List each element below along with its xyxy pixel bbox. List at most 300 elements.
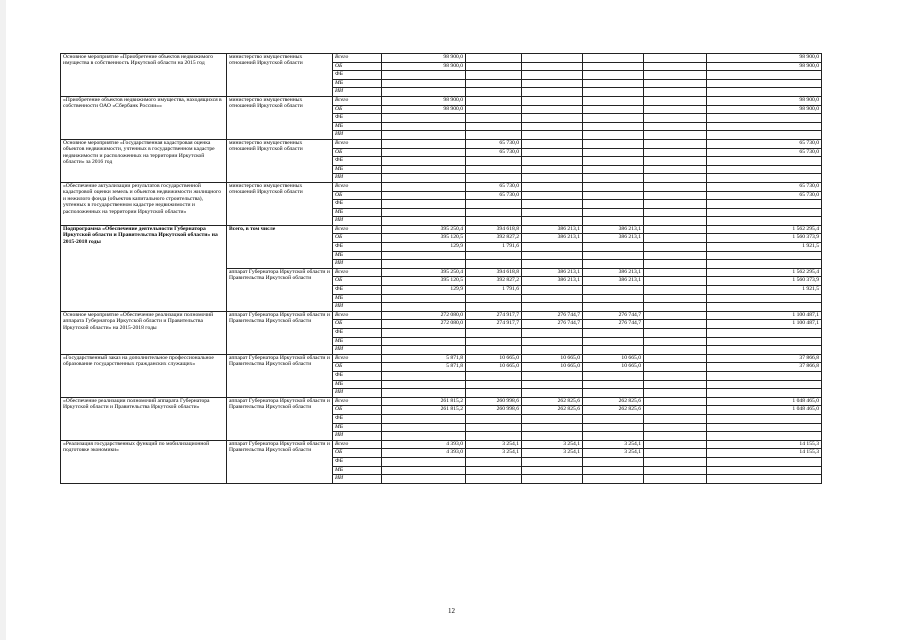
executor-cell: министерство имущественных отношений Иркутской области	[227, 182, 333, 225]
total-value-cell	[707, 466, 822, 475]
year-value-cell	[644, 122, 707, 131]
total-value-cell	[707, 208, 822, 217]
funding-source-cell: ОБ	[333, 277, 382, 286]
year-value-cell	[522, 114, 583, 123]
year-value-cell: 276 744,7	[583, 311, 644, 320]
year-value-cell: 261 815,2	[382, 397, 466, 406]
year-value-cell	[382, 148, 466, 157]
year-value-cell	[466, 79, 522, 88]
year-value-cell	[522, 139, 583, 148]
total-value-cell	[707, 414, 822, 423]
year-value-cell	[522, 174, 583, 183]
year-value-cell	[644, 303, 707, 312]
funding-source-cell: ИИ	[333, 131, 382, 140]
year-value-cell: 395 120,5	[382, 277, 466, 286]
funding-source-cell: Всего	[333, 354, 382, 363]
year-value-cell	[644, 251, 707, 260]
year-value-cell	[522, 337, 583, 346]
total-value-cell: 1 100 487,1	[707, 311, 822, 320]
year-value-cell: 98 900,0	[382, 96, 466, 105]
year-value-cell: 98 900,0	[382, 54, 466, 63]
total-value-cell: 1 921,5	[707, 286, 822, 295]
year-value-cell	[644, 389, 707, 398]
year-value-cell: 65 730,0	[466, 148, 522, 157]
year-value-cell	[382, 114, 466, 123]
year-value-cell: 274 917,7	[466, 320, 522, 329]
year-value-cell	[466, 71, 522, 80]
total-value-cell	[707, 200, 822, 209]
year-value-cell	[644, 139, 707, 148]
executor-cell: аппарат Губернатора Иркутской области и Правительства Иркутской области	[227, 397, 333, 440]
year-value-cell	[382, 79, 466, 88]
year-value-cell	[466, 423, 522, 432]
funding-source-cell: Всего	[333, 96, 382, 105]
funding-source-cell: ОБ	[333, 406, 382, 415]
executor-cell: министерство имущественных отношений Иркутской области	[227, 139, 333, 182]
activity-name-cell: «Государственный заказ на дополнительное профессиональное образование государственных гражданских служащих»	[61, 354, 227, 397]
funding-source-cell: ИИ	[333, 174, 382, 183]
year-value-cell: 4 393,0	[382, 440, 466, 449]
funding-source-cell: МБ	[333, 380, 382, 389]
page-number: 12	[448, 607, 455, 615]
total-value-cell: 65 730,0	[707, 148, 822, 157]
year-value-cell	[382, 423, 466, 432]
year-value-cell	[466, 432, 522, 441]
year-value-cell	[466, 303, 522, 312]
table-row	[61, 311, 822, 320]
year-value-cell: 3 254,1	[522, 440, 583, 449]
year-value-cell	[522, 131, 583, 140]
budget-table	[60, 53, 822, 484]
year-value-cell: 3 254,1	[466, 440, 522, 449]
year-value-cell	[382, 346, 466, 355]
year-value-cell: 10 665,0	[522, 354, 583, 363]
year-value-cell	[583, 432, 644, 441]
year-value-cell: 276 744,7	[583, 320, 644, 329]
funding-source-cell: ОБ	[333, 363, 382, 372]
year-value-cell	[466, 105, 522, 114]
year-value-cell	[644, 406, 707, 415]
year-value-cell	[522, 329, 583, 338]
year-value-cell	[583, 131, 644, 140]
year-value-cell	[466, 466, 522, 475]
year-value-cell	[644, 475, 707, 484]
year-value-cell	[644, 105, 707, 114]
year-value-cell: 98 900,0	[382, 62, 466, 71]
year-value-cell	[583, 200, 644, 209]
funding-source-cell: ИИ	[333, 389, 382, 398]
year-value-cell	[466, 96, 522, 105]
total-value-cell	[707, 260, 822, 269]
year-value-cell	[644, 329, 707, 338]
year-value-cell	[466, 294, 522, 303]
year-value-cell	[583, 96, 644, 105]
activity-name-cell: Основное мероприятие «Государственная кадастровая оценка объектов недвижимости, учтенных в государственном кадастре недвижимости и расположенных на территории Иркутской области» за 2016 год	[61, 139, 227, 182]
year-value-cell	[583, 260, 644, 269]
year-value-cell: 10 665,0	[466, 363, 522, 372]
year-value-cell	[382, 389, 466, 398]
year-value-cell: 3 254,1	[583, 449, 644, 458]
year-value-cell	[522, 182, 583, 191]
year-value-cell	[583, 380, 644, 389]
year-value-cell	[466, 165, 522, 174]
year-value-cell: 3 254,1	[522, 449, 583, 458]
year-value-cell	[522, 165, 583, 174]
year-value-cell	[382, 182, 466, 191]
year-value-cell: 98 900,0	[382, 105, 466, 114]
total-value-cell: 37 866,8	[707, 363, 822, 372]
year-value-cell	[466, 414, 522, 423]
activity-name-cell: «Обеспечение актуализации результатов государственной кадастровой оценки земель и объектов недвижимости жилищного и нежилого фонда (объектов капитального строительства), учтенных в государственном кадастре недвижимости и расположенных на территории Иркутской области»	[61, 182, 227, 225]
year-value-cell	[382, 466, 466, 475]
year-value-cell	[583, 174, 644, 183]
year-value-cell: 260 998,6	[466, 397, 522, 406]
total-value-cell	[707, 294, 822, 303]
year-value-cell	[382, 337, 466, 346]
year-value-cell	[644, 191, 707, 200]
year-value-cell	[382, 294, 466, 303]
funding-source-cell: ФБ	[333, 157, 382, 166]
year-value-cell	[522, 191, 583, 200]
total-value-cell: 1 560 373,9	[707, 234, 822, 243]
funding-source-cell: ФБ	[333, 286, 382, 295]
year-value-cell	[583, 105, 644, 114]
year-value-cell	[583, 217, 644, 226]
year-value-cell: 394 618,8	[466, 225, 522, 234]
year-value-cell	[644, 354, 707, 363]
year-value-cell	[382, 217, 466, 226]
year-value-cell	[382, 88, 466, 97]
year-value-cell	[583, 79, 644, 88]
year-value-cell	[583, 71, 644, 80]
year-value-cell	[522, 148, 583, 157]
year-value-cell: 395 250,4	[382, 225, 466, 234]
total-value-cell: 14 155,3	[707, 449, 822, 458]
year-value-cell	[382, 191, 466, 200]
funding-source-cell: ФБ	[333, 243, 382, 252]
funding-source-cell: ОБ	[333, 191, 382, 200]
year-value-cell	[382, 432, 466, 441]
year-value-cell	[644, 457, 707, 466]
year-value-cell	[466, 208, 522, 217]
year-value-cell	[644, 200, 707, 209]
year-value-cell	[583, 303, 644, 312]
funding-source-cell: ФБ	[333, 200, 382, 209]
year-value-cell	[583, 389, 644, 398]
year-value-cell	[382, 457, 466, 466]
year-value-cell: 3 254,1	[583, 440, 644, 449]
funding-source-cell: Всего	[333, 182, 382, 191]
year-value-cell	[466, 457, 522, 466]
year-value-cell: 386 213,1	[583, 268, 644, 277]
total-value-cell	[707, 457, 822, 466]
funding-source-cell: МБ	[333, 423, 382, 432]
year-value-cell	[522, 71, 583, 80]
total-value-cell	[707, 165, 822, 174]
funding-source-cell: МБ	[333, 251, 382, 260]
total-value-cell: 65 730,0	[707, 182, 822, 191]
funding-source-cell: ОБ	[333, 320, 382, 329]
year-value-cell: 386 213,1	[522, 277, 583, 286]
year-value-cell	[522, 389, 583, 398]
funding-source-cell: ФБ	[333, 457, 382, 466]
total-value-cell	[707, 346, 822, 355]
funding-source-cell: ФБ	[333, 371, 382, 380]
executor-cell: аппарат Губернатора Иркутской области и Правительства Иркутской области	[227, 440, 333, 483]
year-value-cell	[583, 251, 644, 260]
funding-source-cell: ОБ	[333, 62, 382, 71]
year-value-cell	[583, 88, 644, 97]
funding-source-cell: МБ	[333, 165, 382, 174]
year-value-cell	[644, 148, 707, 157]
year-value-cell	[583, 165, 644, 174]
year-value-cell	[583, 122, 644, 131]
activity-name-cell: Подпрограмма «Обеспечение деятельности Губернатора Иркутской области и Правительства Иркутской области» на 2015-2018 годы	[61, 225, 227, 311]
year-value-cell	[466, 389, 522, 398]
year-value-cell	[466, 200, 522, 209]
year-value-cell	[382, 414, 466, 423]
year-value-cell: 386 213,1	[583, 234, 644, 243]
total-value-cell	[707, 131, 822, 140]
year-value-cell	[466, 157, 522, 166]
table-row	[61, 354, 822, 363]
year-value-cell: 5 871,8	[382, 363, 466, 372]
year-value-cell: 386 213,1	[522, 234, 583, 243]
year-value-cell	[644, 62, 707, 71]
year-value-cell	[644, 337, 707, 346]
year-value-cell	[522, 208, 583, 217]
year-value-cell: 272 080,0	[382, 320, 466, 329]
table-row	[61, 440, 822, 449]
funding-source-cell: ОБ	[333, 234, 382, 243]
funding-source-cell: МБ	[333, 294, 382, 303]
year-value-cell	[644, 311, 707, 320]
total-value-cell	[707, 380, 822, 389]
funding-source-cell: Всего	[333, 440, 382, 449]
year-value-cell	[522, 457, 583, 466]
total-value-cell	[707, 122, 822, 131]
year-value-cell	[466, 54, 522, 63]
year-value-cell	[583, 337, 644, 346]
year-value-cell	[583, 139, 644, 148]
year-value-cell	[522, 105, 583, 114]
total-value-cell: 1 048 465,0	[707, 397, 822, 406]
funding-source-cell: ИИ	[333, 432, 382, 441]
year-value-cell	[644, 234, 707, 243]
year-value-cell	[644, 371, 707, 380]
executor-cell: Всего, в том числе	[227, 225, 333, 268]
year-value-cell	[583, 457, 644, 466]
year-value-cell: 395 250,4	[382, 268, 466, 277]
total-value-cell	[707, 174, 822, 183]
year-value-cell: 386 213,1	[522, 225, 583, 234]
year-value-cell	[382, 131, 466, 140]
year-value-cell	[644, 217, 707, 226]
year-value-cell	[644, 440, 707, 449]
year-value-cell	[466, 475, 522, 484]
year-value-cell	[583, 182, 644, 191]
year-value-cell	[382, 122, 466, 131]
funding-source-cell: Всего	[333, 139, 382, 148]
year-value-cell	[644, 131, 707, 140]
funding-source-cell: ИИ	[333, 88, 382, 97]
year-value-cell	[466, 122, 522, 131]
year-value-cell	[522, 96, 583, 105]
funding-source-cell: ИИ	[333, 346, 382, 355]
year-value-cell	[583, 191, 644, 200]
executor-cell: аппарат Губернатора Иркутской области и Правительства Иркутской области	[227, 311, 333, 354]
budget-table-body	[61, 54, 822, 484]
year-value-cell	[522, 423, 583, 432]
total-value-cell: 37 866,8	[707, 354, 822, 363]
total-value-cell: 14 155,3	[707, 440, 822, 449]
executor-cell: министерство имущественных отношений Иркутской области	[227, 54, 333, 97]
funding-source-cell: ФБ	[333, 114, 382, 123]
year-value-cell	[522, 346, 583, 355]
year-value-cell	[466, 131, 522, 140]
year-value-cell: 10 665,0	[466, 354, 522, 363]
year-value-cell	[644, 88, 707, 97]
year-value-cell: 65 730,0	[466, 191, 522, 200]
funding-source-cell: ИИ	[333, 260, 382, 269]
year-value-cell	[382, 303, 466, 312]
activity-name-cell: «Реализация государственных функций по мобилизационной подготовке экономики»	[61, 440, 227, 483]
funding-source-cell: ОБ	[333, 449, 382, 458]
year-value-cell	[644, 182, 707, 191]
funding-source-cell: ИИ	[333, 217, 382, 226]
year-value-cell	[522, 122, 583, 131]
year-value-cell	[466, 337, 522, 346]
year-value-cell: 386 213,1	[583, 225, 644, 234]
year-value-cell: 65 730,0	[466, 182, 522, 191]
funding-source-cell: Всего	[333, 311, 382, 320]
funding-source-cell: ФБ	[333, 329, 382, 338]
year-value-cell	[644, 320, 707, 329]
scan-edge	[0, 0, 6, 640]
year-value-cell	[382, 329, 466, 338]
year-value-cell	[382, 139, 466, 148]
executor-cell: аппарат Губернатора Иркутской области и Правительства Иркутской области	[227, 268, 333, 311]
year-value-cell	[583, 423, 644, 432]
year-value-cell: 272 080,0	[382, 311, 466, 320]
total-value-cell: 98 900,0	[707, 54, 822, 63]
year-value-cell	[583, 371, 644, 380]
executor-cell: аппарат Губернатора Иркутской области и Правительства Иркутской области	[227, 354, 333, 397]
funding-source-cell: Всего	[333, 225, 382, 234]
year-value-cell: 5 871,8	[382, 354, 466, 363]
year-value-cell	[522, 380, 583, 389]
year-value-cell	[466, 346, 522, 355]
year-value-cell	[522, 294, 583, 303]
funding-source-cell: Всего	[333, 397, 382, 406]
activity-name-cell: «Приобретение объектов недвижимого имущества, находящихся в собственности ОАО «Сбербанк России»»	[61, 96, 227, 139]
year-value-cell: 10 665,0	[583, 363, 644, 372]
executor-cell: министерство имущественных отношений Иркутской области	[227, 96, 333, 139]
year-value-cell: 260 998,6	[466, 406, 522, 415]
total-value-cell: 1 560 373,9	[707, 277, 822, 286]
total-value-cell	[707, 329, 822, 338]
year-value-cell	[644, 243, 707, 252]
total-value-cell: 98 900,0	[707, 96, 822, 105]
year-value-cell: 394 618,8	[466, 268, 522, 277]
year-value-cell	[522, 414, 583, 423]
total-value-cell	[707, 389, 822, 398]
year-value-cell	[522, 157, 583, 166]
year-value-cell	[583, 54, 644, 63]
year-value-cell: 262 825,6	[522, 397, 583, 406]
table-row	[61, 96, 822, 105]
year-value-cell	[522, 200, 583, 209]
year-value-cell	[522, 217, 583, 226]
table-row	[61, 182, 822, 191]
year-value-cell	[644, 449, 707, 458]
total-value-cell	[707, 251, 822, 260]
year-value-cell	[522, 286, 583, 295]
total-value-cell	[707, 371, 822, 380]
year-value-cell	[583, 466, 644, 475]
funding-source-cell: ФБ	[333, 71, 382, 80]
table-row	[61, 225, 822, 234]
year-value-cell	[466, 260, 522, 269]
year-value-cell: 395 120,5	[382, 234, 466, 243]
total-value-cell	[707, 71, 822, 80]
year-value-cell	[644, 165, 707, 174]
activity-name-cell: Основное мероприятие «Приобретение объектов недвижимого имущества в собственность Иркутской области на 2015 год	[61, 54, 227, 97]
year-value-cell	[583, 414, 644, 423]
year-value-cell	[382, 174, 466, 183]
year-value-cell	[522, 475, 583, 484]
year-value-cell	[644, 225, 707, 234]
year-value-cell	[644, 96, 707, 105]
year-value-cell: 392 827,2	[466, 277, 522, 286]
year-value-cell: 129,9	[382, 243, 466, 252]
year-value-cell	[522, 62, 583, 71]
year-value-cell	[583, 157, 644, 166]
total-value-cell: 65 730,0	[707, 139, 822, 148]
year-value-cell	[583, 148, 644, 157]
year-value-cell: 386 213,1	[522, 268, 583, 277]
year-value-cell	[583, 294, 644, 303]
year-value-cell	[522, 432, 583, 441]
total-value-cell: 1 100 487,1	[707, 320, 822, 329]
total-value-cell	[707, 432, 822, 441]
year-value-cell	[466, 251, 522, 260]
year-value-cell	[466, 174, 522, 183]
total-value-cell	[707, 114, 822, 123]
funding-source-cell: ОБ	[333, 105, 382, 114]
year-value-cell	[644, 157, 707, 166]
year-value-cell	[522, 251, 583, 260]
year-value-cell	[644, 397, 707, 406]
year-value-cell	[583, 114, 644, 123]
year-value-cell	[466, 114, 522, 123]
year-value-cell	[522, 54, 583, 63]
year-value-cell	[644, 380, 707, 389]
total-value-cell	[707, 475, 822, 484]
year-value-cell	[522, 371, 583, 380]
funding-source-cell: ФБ	[333, 414, 382, 423]
total-value-cell	[707, 423, 822, 432]
year-value-cell	[382, 260, 466, 269]
year-value-cell	[644, 346, 707, 355]
year-value-cell	[644, 294, 707, 303]
year-value-cell: 262 825,6	[583, 397, 644, 406]
year-value-cell	[466, 62, 522, 71]
year-value-cell	[644, 466, 707, 475]
year-value-cell	[644, 174, 707, 183]
year-value-cell	[644, 363, 707, 372]
total-value-cell	[707, 157, 822, 166]
